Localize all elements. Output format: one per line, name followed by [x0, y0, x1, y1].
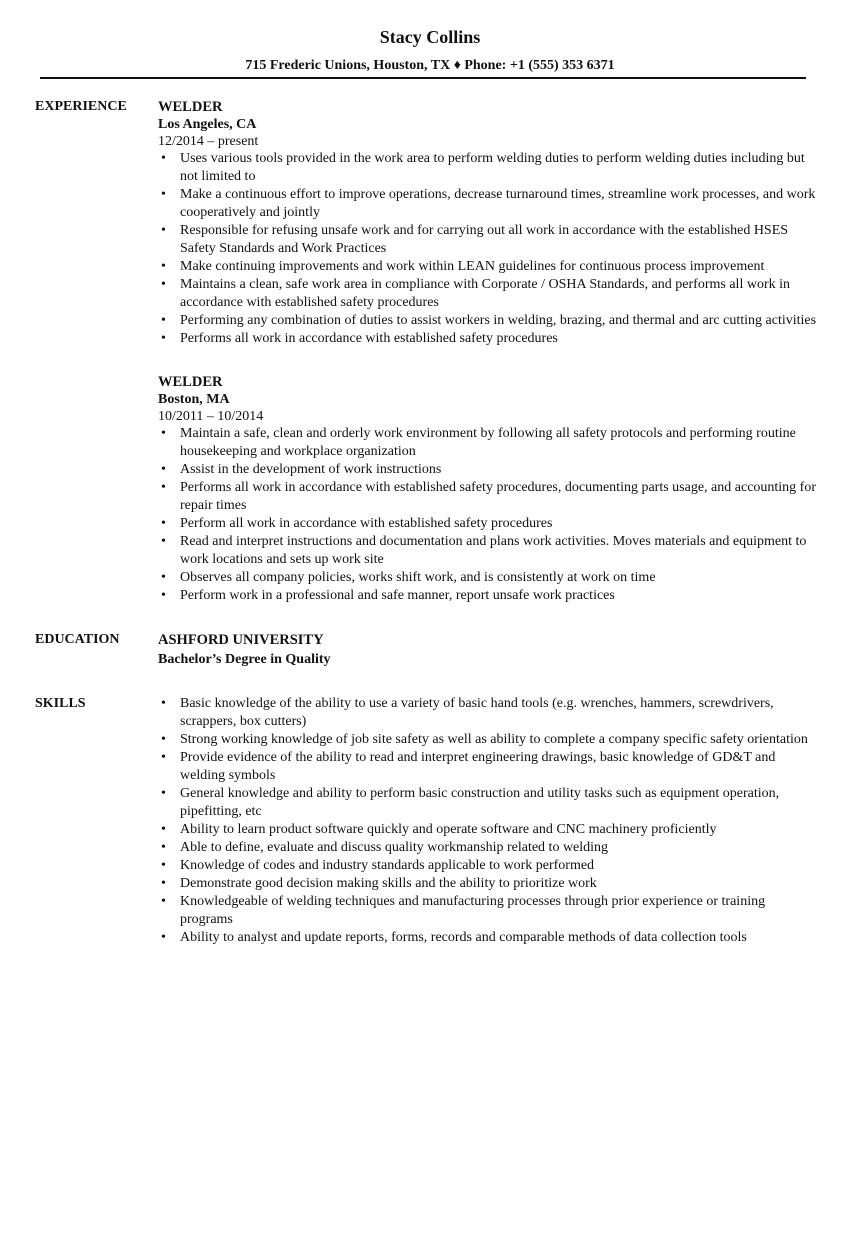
job-location: Boston, MA: [158, 392, 230, 407]
header-divider: [40, 77, 806, 79]
list-item: • Knowledgeable of welding techniques and manufacturing processes through prior experience or training programs: [158, 893, 818, 929]
skills-body: [158, 695, 818, 947]
list-item: • Uses various tools provided in the work area to perform welding duties to perform welding duties including but not limited to: [158, 150, 818, 186]
list-item: • Read and interpret instructions and documentation and plans work activities. Moves materials and equipment to work locations and sets up work site: [158, 533, 818, 569]
job-dates: 10/2011 – 10/2014: [158, 409, 264, 424]
job-title: WELDER: [158, 99, 223, 115]
job-duties-list: [158, 150, 818, 348]
list-item: • Maintain a safe, clean and orderly work environment by following all safety protocols and performing routine housekeeping and workplace organization: [158, 425, 818, 461]
experience-body: [158, 98, 818, 605]
section-label-education: EDUCATION: [35, 632, 120, 647]
job-duties-list: [158, 425, 818, 605]
section-label-skills: SKILLS: [35, 696, 86, 711]
candidate-name: Stacy Collins: [379, 27, 481, 47]
list-item: • Performs all work in accordance with established safety procedures, documenting parts usage, and accounting for repair times: [158, 479, 818, 515]
degree: Bachelor’s Degree in Quality: [158, 652, 331, 667]
list-item: • General knowledge and ability to perform basic construction and utility tasks such as equipment operation, pipefitting, etc: [158, 785, 818, 821]
job-title: WELDER: [158, 374, 223, 390]
list-item: • Provide evidence of the ability to read and interpret engineering drawings, basic knowledge of GD&T and welding symbols: [158, 749, 818, 785]
contact-line: 715 Frederic Unions, Houston, TX ♦ Phone: +1 (555) 353 6371: [245, 58, 615, 73]
skills-section: [0, 695, 860, 947]
list-item: • Perform all work in accordance with established safety procedures: [158, 515, 818, 533]
section-label-experience: EXPERIENCE: [35, 99, 127, 114]
job-entry: [158, 98, 818, 348]
list-item: • Performing any combination of duties to assist workers in welding, brazing, and thermal and arc cutting activities: [158, 312, 818, 330]
list-item: • Responsible for refusing unsafe work and for carrying out all work in accordance with the established HSES Safety Standards and Work Practices: [158, 222, 818, 258]
list-item: • Ability to learn product software quickly and operate software and CNC machinery proficiently: [158, 821, 818, 839]
list-item: • Able to define, evaluate and discuss quality workmanship related to welding: [158, 839, 818, 857]
list-item: • Knowledge of codes and industry standards applicable to work performed: [158, 857, 818, 875]
list-item: • Performs all work in accordance with established safety procedures: [158, 330, 818, 348]
job-dates: 12/2014 – present: [158, 134, 259, 149]
spacer: [0, 669, 860, 695]
list-item: • Basic knowledge of the ability to use a variety of basic hand tools (e.g. wrenches, hammers, screwdrivers, scrappers, box cutters): [158, 695, 818, 731]
list-item: • Make continuing improvements and work within LEAN guidelines for continuous process improvement: [158, 258, 818, 276]
resume-content: [0, 98, 860, 947]
list-item: • Demonstrate good decision making skills and the ability to prioritize work: [158, 875, 818, 893]
education-body: [158, 631, 818, 669]
spacer: [158, 348, 818, 373]
list-item: • Make a continuous effort to improve operations, decrease turnaround times, streamline work processes, and work cooperatively and jointly: [158, 186, 818, 222]
list-item: • Perform work in a professional and safe manner, report unsafe work practices: [158, 587, 818, 605]
job-entry: [158, 373, 818, 605]
list-item: • Assist in the development of work instructions: [158, 461, 818, 479]
job-location: Los Angeles, CA: [158, 117, 257, 132]
education-section: [0, 631, 860, 669]
list-item: • Ability to analyst and update reports, forms, records and comparable methods of data collection tools: [158, 929, 818, 947]
list-item: • Observes all company policies, works shift work, and is consistently at work on time: [158, 569, 818, 587]
school-name: ASHFORD UNIVERSITY: [158, 632, 324, 648]
resume-header: [0, 0, 860, 75]
skills-list: [158, 695, 818, 947]
spacer: [0, 605, 860, 631]
list-item: • Maintains a clean, safe work area in compliance with Corporate / OSHA Standards, and performs all work in accordance with established safety procedures: [158, 276, 818, 312]
list-item: • Strong working knowledge of job site safety as well as ability to complete a company specific safety orientation: [158, 731, 818, 749]
experience-section: [0, 98, 860, 605]
